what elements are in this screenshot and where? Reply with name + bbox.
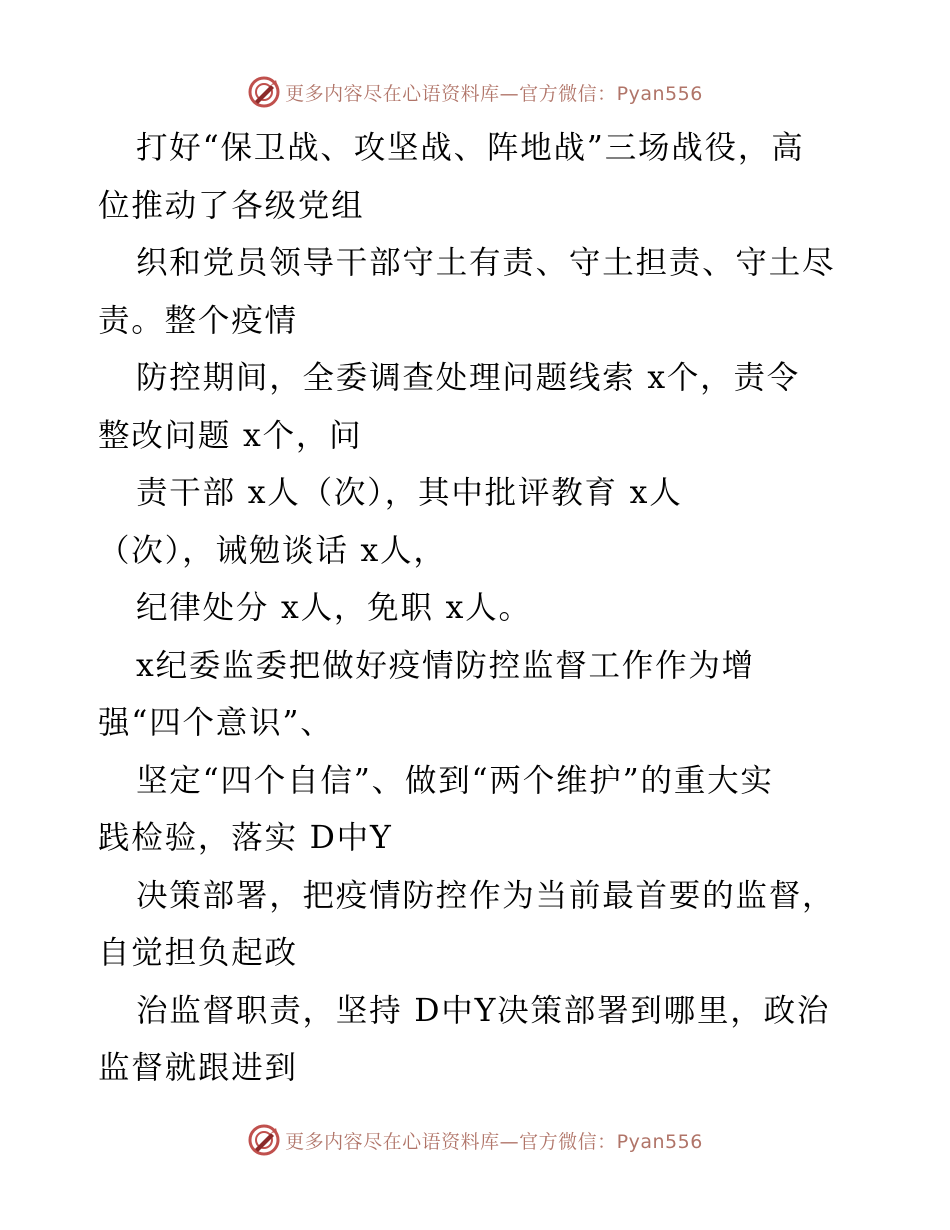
text-line: 践检验，落实 D中Y: [98, 820, 393, 856]
text-line: 监督就跟进到: [98, 1050, 298, 1086]
footer-watermark: [0, 1120, 950, 1160]
text-line: 位推动了各级党组: [98, 187, 365, 224]
document-body: [98, 120, 858, 1098]
text-line: （次），诫勉谈话 x人，: [98, 532, 447, 569]
footer-text: 更多内容尽在心语资料库—官方微信：Pyan556: [285, 1130, 703, 1153]
text-line: 责干部 x人（次），其中批评教育 x人: [136, 475, 683, 511]
text-line: 强“四个意识”、: [98, 705, 334, 741]
text-line: 打好“保卫战、攻坚战、阵地战”三场战役，高: [136, 130, 805, 166]
text-line: 坚定“四个自信”、做到“两个维护”的重大实: [136, 762, 774, 799]
text-line: 整改问题 x个，问: [98, 417, 363, 454]
logo-icon: [247, 75, 281, 109]
text-line: 自觉担负起政: [98, 935, 298, 971]
header-watermark: [0, 72, 950, 112]
header-text: 更多内容尽在心语资料库—官方微信：Pyan556: [285, 82, 703, 105]
text-line: 防控期间，全委调查处理问题线索 x个，责令: [136, 360, 801, 396]
logo-icon: [247, 1123, 281, 1157]
text-line: 责。整个疫情: [98, 302, 298, 339]
text-line: x纪委监委把做好疫情防控监督工作作为增: [136, 647, 755, 684]
text-line: 决策部署，把疫情防控作为当前最首要的监督，: [136, 877, 836, 914]
text-line: 治监督职责，坚持 D中Y决策部署到哪里，政治: [136, 992, 831, 1029]
text-line: 纪律处分 x人，免职 x人。: [136, 590, 532, 626]
text-line: 织和党员领导干部守土有责、守土担责、守土尽: [136, 245, 836, 281]
